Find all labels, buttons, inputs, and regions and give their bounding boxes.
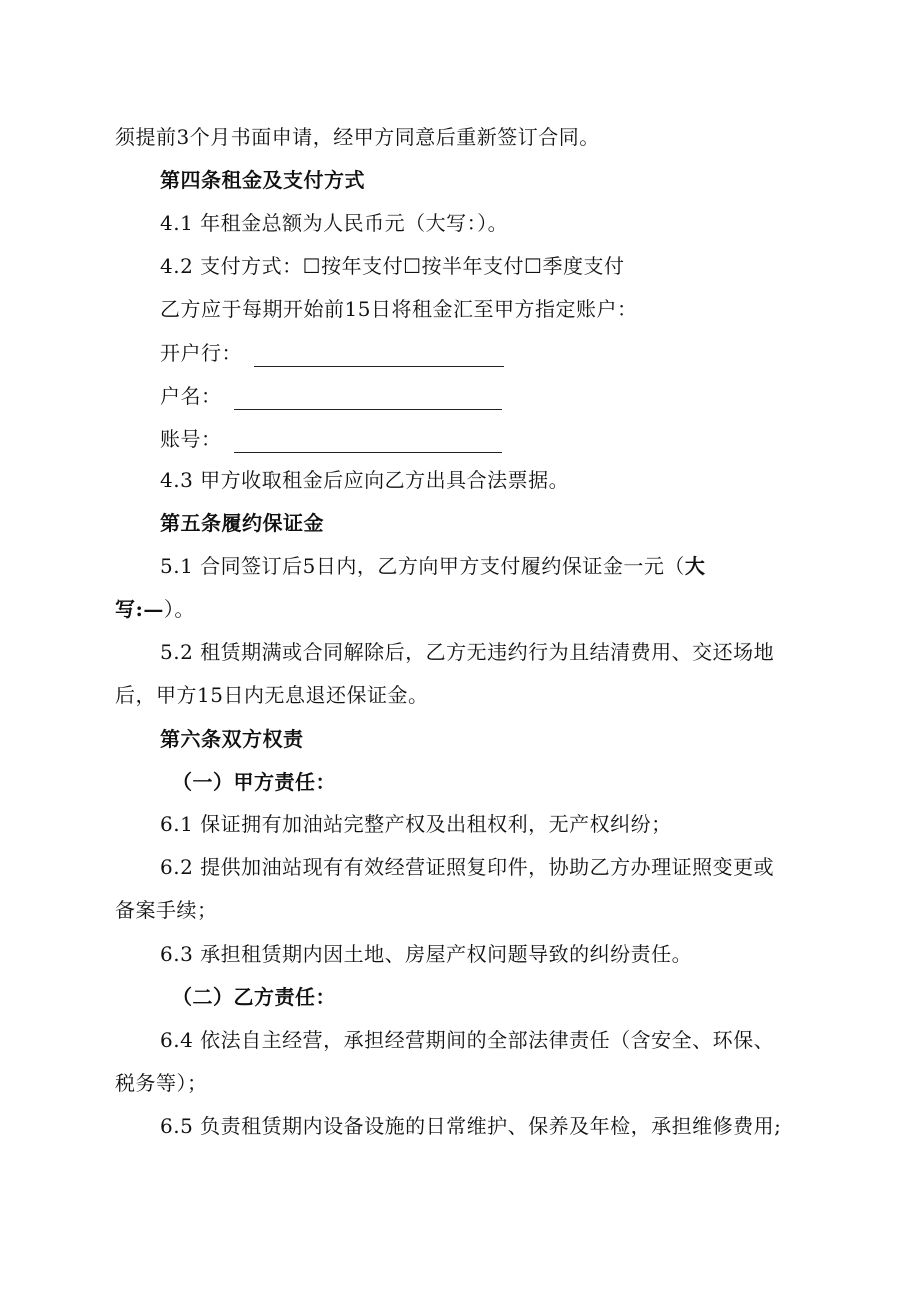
- clause-5-2-line-1: 5.2 租赁期满或合同解除后，乙方无违约行为且结清费用、交还场地: [160, 640, 775, 664]
- clause-4-3: 4.3 甲方收取租金后应向乙方出具合法票据。: [160, 468, 570, 492]
- clause-4-1: 4.1 年租金总额为人民币元（大写：）。: [160, 211, 509, 235]
- clause-6-5: 6.5 负责租赁期内设备设施的日常维护、保养及年检，承担维修费用;: [160, 1114, 782, 1138]
- article-5-heading: 第五条履约保证金: [160, 511, 324, 535]
- clause-5-1-bold-word: 大: [684, 554, 706, 578]
- clause-6-2-line-1: 6.2 提供加油站现有有效经营证照复印件，协助乙方办理证照变更或: [160, 855, 775, 879]
- clause-6-4-line-2: 税务等）；: [115, 1071, 208, 1095]
- account-number-blank-line: [234, 432, 502, 453]
- paragraph-continuation: 须提前3个月书面申请，经甲方同意后重新签订合同。: [115, 125, 600, 149]
- account-name-blank-line: [234, 389, 502, 410]
- clause-6-3: 6.3 承担租赁期内因土地、房屋产权问题导致的纠纷责任。: [160, 942, 693, 966]
- clause-6-1: 6.1 保证拥有加油站完整产权及出租权利，无产权纠纷；: [160, 812, 672, 836]
- article-4-heading: 第四条租金及支付方式: [160, 168, 365, 192]
- party-b-responsibilities-heading: （二）乙方责任：: [172, 985, 336, 1009]
- clause-5-1-line-2: [115, 595, 195, 623]
- account-number-label: 账号：: [160, 427, 222, 451]
- clause-6-2-line-2: 备案手续；: [115, 898, 218, 922]
- article-6-heading: 第六条双方权责: [160, 727, 304, 751]
- account-name-label: 户名：: [160, 384, 222, 408]
- clause-5-1-end: ）。: [163, 597, 195, 621]
- bank-label: 开户行：: [160, 341, 242, 365]
- account-intro: 乙方应于每期开始前15日将租金汇至甲方指定账户：: [160, 297, 638, 321]
- clause-6-4-line-1: 6.4 依法自主经营，承担经营期间的全部法律责任（含安全、环保、: [160, 1028, 775, 1052]
- clause-5-1-bold-continuation: 写:—: [115, 597, 164, 621]
- bank-field-row: [160, 339, 504, 367]
- party-a-responsibilities-heading: （一）甲方责任：: [172, 770, 336, 794]
- clause-4-2-payment-methods: 4.2 支付方式：☐按年支付☐按半年支付☐季度支付: [160, 254, 625, 278]
- clause-5-1-text: 5.1 合同签订后5日内，乙方向甲方支付履约保证金一元（: [160, 554, 685, 578]
- bank-blank-line: [254, 346, 504, 367]
- clause-5-1-line-1: [160, 552, 705, 580]
- account-name-field-row: [160, 382, 502, 410]
- clause-5-2-line-2: 后，甲方15日内无息退还保证金。: [115, 683, 429, 707]
- account-number-field-row: [160, 425, 502, 453]
